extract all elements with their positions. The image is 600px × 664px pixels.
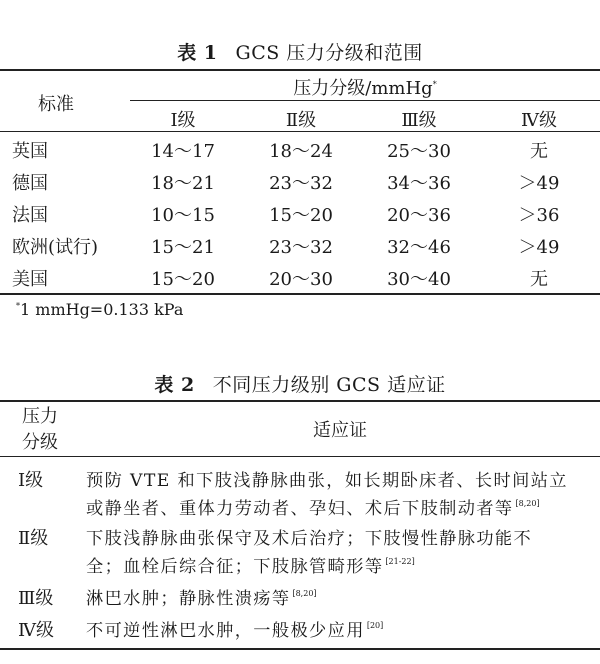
table1-header-group (130, 74, 600, 100)
row-name: 英国 (12, 141, 48, 162)
table1-title: GCS 压力分级和范围 (235, 42, 423, 64)
table2-level: Ⅲ级 (18, 588, 54, 609)
indication-line (86, 552, 592, 577)
table2-level: Ⅳ级 (18, 620, 54, 641)
table2-bottom-rule (0, 648, 600, 650)
table2-title: 不同压力级别 GCS 适应证 (212, 374, 446, 396)
table-cell: ＞49 (518, 173, 560, 194)
table-cell: 10～15 (151, 205, 215, 226)
table-cell: 20～30 (269, 269, 333, 290)
table1-footnote (16, 300, 183, 319)
table2-number: 表 2 (154, 374, 195, 396)
table-cell: 25～30 (387, 141, 451, 162)
table-row (0, 132, 600, 164)
table1-level-1: Ⅰ级 (170, 110, 196, 131)
indication-line: 预防 VTE 和下肢浅静脉曲张，如长期卧床者、长时间站立 (86, 471, 568, 491)
footnote-text: 1 mmHg=0.133 kPa (20, 300, 184, 319)
table-cell: 无 (530, 141, 548, 162)
table-cell: 32～46 (387, 237, 451, 258)
table2-level: Ⅰ级 (18, 470, 44, 491)
table-cell: 无 (530, 269, 548, 290)
table-cell: 18～24 (269, 141, 333, 162)
table-cell: 30～40 (387, 269, 451, 290)
indication-line (86, 616, 592, 641)
indication-line (86, 494, 592, 519)
row-name: 法国 (12, 205, 48, 226)
indication-line (86, 584, 592, 609)
table1-number: 表 1 (177, 42, 218, 64)
table1-top-rule (0, 69, 600, 71)
reference-mark: [21-22] (385, 557, 415, 566)
footnote-mark: * (16, 301, 20, 311)
row-name: 美国 (12, 269, 48, 290)
table2-caption (0, 370, 600, 397)
table2-header-level-line2: 分级 (22, 432, 58, 453)
row-name: 德国 (12, 173, 48, 194)
indication-text: 或静坐者、重体力劳动者、孕妇、术后下肢制动者等 (86, 499, 514, 519)
table1-caption (0, 38, 600, 65)
table1-header-standard: 标准 (38, 94, 74, 115)
table-row (0, 228, 600, 260)
table1-level-2: Ⅱ级 (285, 110, 317, 131)
table1-bottom-rule (0, 293, 600, 295)
table-cell: 14～17 (151, 141, 215, 162)
table-cell: ＞49 (518, 237, 560, 258)
table2-level: Ⅱ级 (18, 528, 49, 549)
indication-line: 下肢浅静脉曲张保守及术后治疗；下肢慢性静脉功能不 (86, 529, 533, 549)
table1-group-rule (130, 100, 600, 101)
table-cell: 15～20 (151, 269, 215, 290)
table-row (0, 196, 600, 228)
table-cell: ＞36 (518, 205, 560, 226)
table-cell: 18～21 (151, 173, 215, 194)
table1-header-group-mark: * (432, 80, 437, 89)
row-name: 欧洲(试行) (12, 237, 99, 258)
indication-text: 全；血栓后综合征；下肢脉管畸形等 (86, 557, 384, 577)
table1-level-3: Ⅲ级 (401, 110, 437, 131)
table-cell: 34～36 (387, 173, 451, 194)
table1-header-group-label: 压力分级/mmHg (293, 78, 433, 99)
table2-header-rule (0, 456, 600, 457)
table2-header-level-line1: 压力 (22, 406, 58, 427)
table2-header-indication: 适应证 (313, 420, 367, 441)
table1-level-4: Ⅳ级 (521, 110, 557, 131)
table-cell: 15～20 (269, 205, 333, 226)
table2-top-rule (0, 400, 600, 402)
table-row (0, 164, 600, 196)
table-row (0, 260, 600, 292)
reference-mark: [8,20] (292, 589, 317, 598)
reference-mark: [8,20] (515, 499, 540, 508)
indication-text: 淋巴水肿；静脉性溃疡等 (86, 589, 291, 609)
table-cell: 20～36 (387, 205, 451, 226)
table-cell: 23～32 (269, 173, 333, 194)
reference-mark: [20] (366, 621, 384, 630)
table-cell: 15～21 (151, 237, 215, 258)
indication-text: 不可逆性淋巴水肿，一般极少应用 (86, 621, 365, 641)
table-cell: 23～32 (269, 237, 333, 258)
